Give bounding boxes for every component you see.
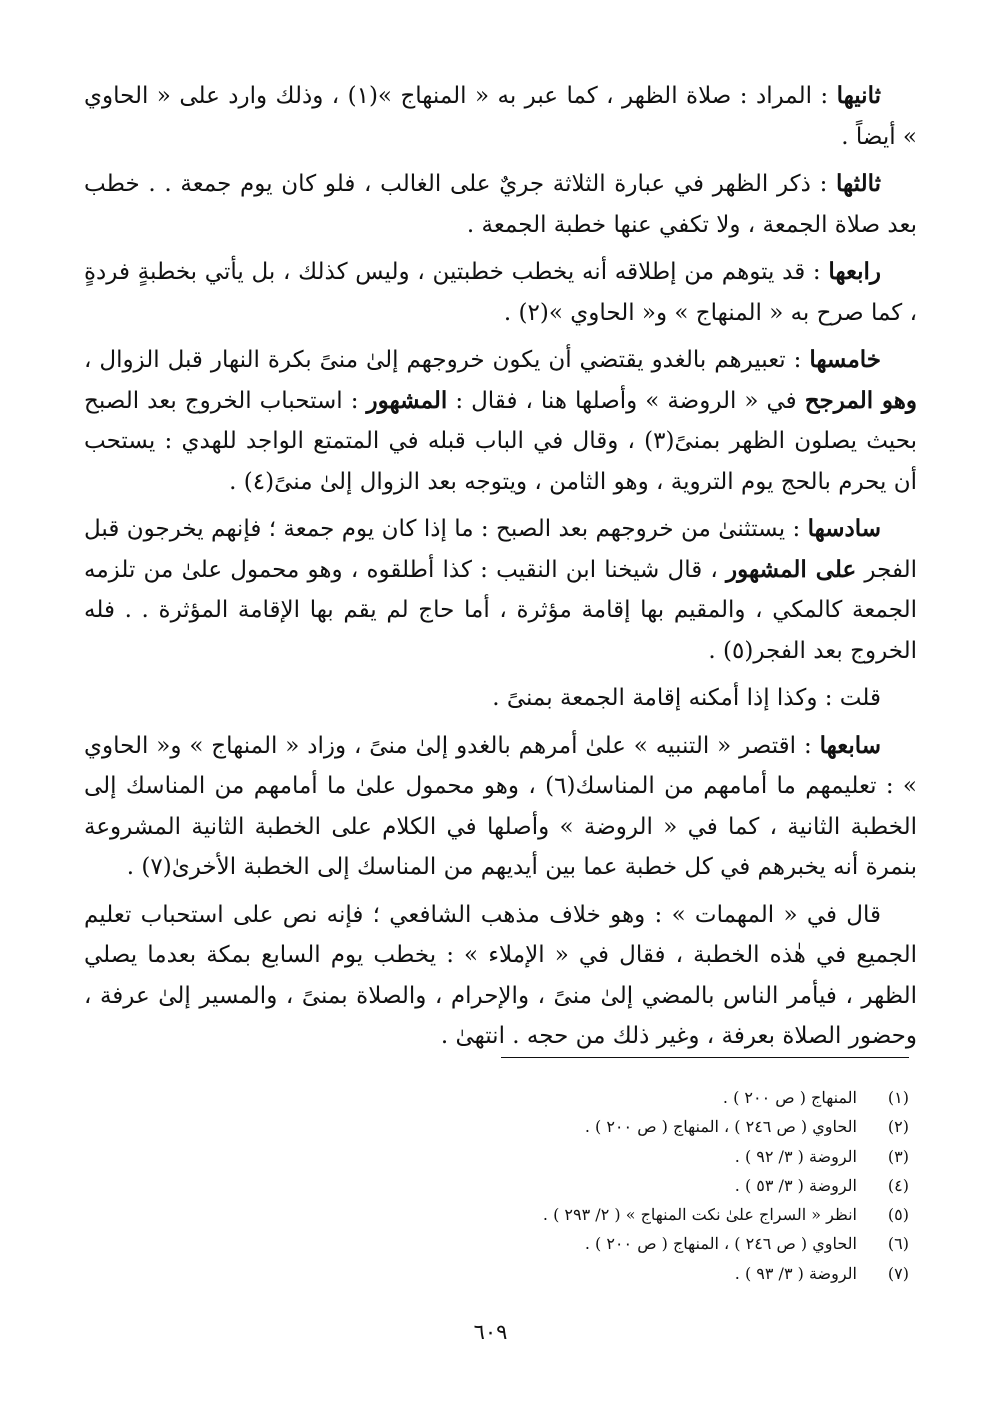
paragraph-text: : تعبيرهم بالغدو يقتضي أن يكون خروجهم إلىٰ منىً بكرة النهار قبل الزوال ، [84,347,810,373]
paragraph-lead: ثانيها [836,82,881,109]
paragraph-text: : استحباب الخروج بعد الصبح بحيث يصلون الظهر بمنىً(٣) ، وقال في الباب قبله في المتمتع الواجد للهدي : يستحب أن يحرم بالحج يوم التروية ، وهو الثامن ، ويتوجه بعد الزوال إلىٰ منىً(٤) . [84,387,917,495]
paragraph-text: : المراد : صلاة الظهر ، كما عبر به « المنهاج »(١) ، وذلك وارد على « الحاوي » أيضاً . [84,83,917,150]
footnote-number: (٢) [887,1117,909,1137]
emphasis-text: على المشهور [726,555,857,583]
footnote-text: الروضة ( ٣/ ٩٢ ) . [734,1146,857,1166]
footnote-text: الحاوي ( ص ٢٤٦ ) ، المنهاج ( ص ٢٠٠ ) . [584,1117,857,1137]
footnote-number: (٤) [887,1175,909,1195]
paragraph-note [84,678,917,719]
paragraph-fifth [84,340,917,502]
footnote-text: الروضة ( ٣/ ٩٣ ) . [734,1263,857,1283]
paragraph-quote [84,895,917,1057]
footnote-text: الروضة ( ٣/ ٥٣ ) . [734,1175,857,1195]
paragraph-fourth [84,252,917,333]
footnotes [300,1083,909,1288]
paragraph-third [84,164,917,245]
footnote-item [300,1171,909,1200]
footnote-number: (٥) [887,1205,909,1225]
paragraph-text: : اقتصر « التنبيه » علىٰ أمرهم بالغدو إلىٰ منىً ، وزاد « المنهاج » و« الحاوي » : تعليمهم ما أمامهم من المناسك(٦) ، وهو محمول علىٰ ما أمامهم من المناسك إلى الخطبة الثانية ، كما في « الروضة » وأصلها في الكلام على الخطبة الثانية المشروعة بنمرة أنه يخبرهم في كل خطبة عما بين أيديهم من المناسك إلى الخطبة الأخرىٰ(٧) . [84,732,917,880]
paragraph-text: قال في « المهمات » : وهو خلاف مذهب الشافعي ؛ فإنه نص على استحباب تعليم الجميع في هٰذه الخطبة ، فقال في « الإملاء » : يخطب يوم السابع بمكة بعدما يصلي الظهر ، فيأمر الناس بالمضي إلىٰ منىً ، والإحرام ، والصلاة بمنىً ، والمسير إلىٰ عرفة ، وحضور الصلاة بعرفة ، وغير ذلك من حجه . انتهىٰ . [84,901,917,1049]
footnote-number: (٣) [887,1146,909,1166]
paragraph-lead: سادسها [807,515,881,542]
paragraph-lead: ثالثها [836,170,881,197]
footnote-item [300,1083,909,1112]
footnote-text: الحاوي ( ص ٢٤٦ ) ، المنهاج ( ص ٢٠٠ ) . [584,1234,857,1254]
page-number: ٦٠٩ [473,1320,508,1344]
footnote-item [300,1142,909,1171]
paragraph-text: : يستثنىٰ من خروجهم بعد الصبح : ما إذا كان يوم جمعة ؛ فإنهم يخرجون قبل الفجر [84,516,917,583]
emphasis-text: المشهور [366,386,448,414]
footnote-text: المنهاج ( ص ٢٠٠ ) . [722,1088,857,1107]
paragraph-text: قلت : وكذا إذا أمكنه إقامة الجمعة بمنىً . [492,685,881,711]
paragraph-text: ، قال شيخنا ابن النقيب : كذا أطلقوه ، وهو محمول علىٰ من تلزمه الجمعة كالمكي ، والمقيم بها إقامة مؤثرة ، أما حاج لم يقم بها الإقامة المؤثرة . . فله الخروج بعد الفجر(٥) . [84,556,917,664]
footnote-text: انظر « السراج علىٰ نكت المنهاج » ( ٢/ ٢٩٣ ) . [542,1205,857,1225]
footnote-number: (١) [887,1088,909,1107]
footnote-item [300,1229,909,1258]
footnote-item [300,1112,909,1141]
paragraph-seventh [84,726,917,888]
paragraph-lead: سابعها [819,731,881,759]
footnote-divider [501,1057,909,1058]
main-text [84,76,917,1064]
emphasis-text: وهو المرجح [804,386,917,414]
footnote-number: (٧) [887,1263,909,1283]
footnote-item [300,1200,909,1229]
footnote-number: (٦) [887,1234,909,1254]
paragraph-second [84,76,917,157]
paragraph-text: في « الروضة » وأصلها هنا ، فقال : [447,387,805,414]
footnote-item [300,1259,909,1288]
paragraph-lead: رابعها [828,258,881,285]
paragraph-text: : ذكر الظهر في عبارة الثلاثة جريٌ على الغالب ، فلو كان يوم جمعة . . خطب بعد صلاة الجمعة ، ولا تكفي عنها خطبة الجمعة . [84,171,917,238]
paragraph-lead: خامسها [809,346,881,373]
paragraph-sixth [84,509,917,671]
paragraph-text: : قد يتوهم من إطلاقه أنه يخطب خطبتين ، وليس كذلك ، بل يأتي بخطبةٍ فردةٍ ، كما صرح به « المنهاج » و« الحاوي »(٢) . [84,259,917,326]
